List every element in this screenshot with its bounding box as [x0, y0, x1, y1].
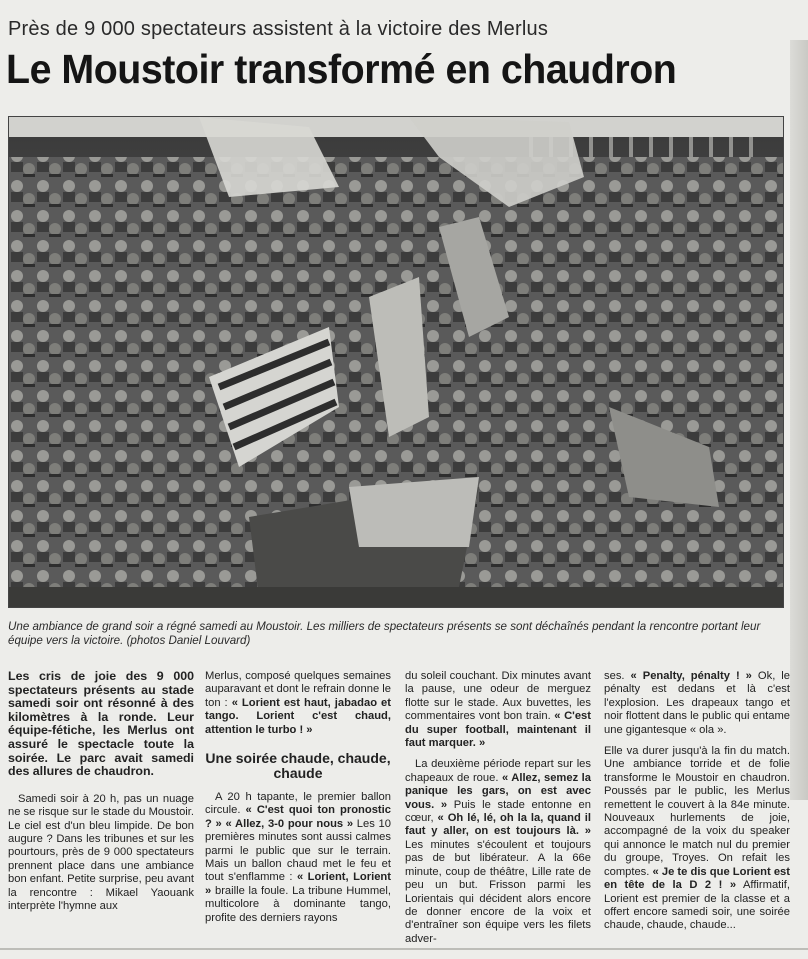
body-text: Puis le stade entonne en cœur,	[405, 798, 592, 825]
column-4	[604, 670, 790, 941]
quote-text: « Penalty, pénalty ! »	[630, 670, 752, 682]
body-paragraph	[604, 745, 790, 933]
body-paragraph	[205, 670, 391, 737]
article-headline: Le Moustoir transformé en chaudron	[6, 46, 677, 92]
body-text: Affirmatif, Lorient est premier de la classe et a offert encore samedi soir, une soirée chaude, chaude, chaude...	[604, 879, 790, 932]
body-text: A 20 h tapante, le premier ballon circule.	[205, 791, 391, 817]
column-1	[8, 670, 194, 921]
quote-text: « C'est quoi ton pronostic ? » « Allez, 3-0 pour nous »	[205, 804, 391, 830]
body-paragraph	[205, 791, 391, 925]
body-text: braille la foule. La tribune Hummel, multicolore à dominante tango, profite des derniers rayons	[205, 884, 391, 924]
body-text: ses.	[604, 670, 631, 682]
lead-paragraph: Les cris de joie des 9 000 spectateurs présents au stade samedi soir ont résonné à des kilomètres à la ronde. Leur équipe-fétiche, les Merlus ont assuré le spectacle toute la soirée. Le parc avait samedi des allures de chaudron.	[8, 669, 194, 779]
body-text: Les minutes s'écoulent et toujours pas de but libérateur. A la 66e minute, coup de théâtre, Lille rate de peu un but. Frisson parmi les Lorientais qui décident alors encore de donner encore de la voix et d'entraîner son équipe vers les filets adver-	[405, 838, 591, 945]
body-paragraph	[405, 758, 591, 946]
quote-text: « Oh lé, lé, oh la la, quand il faut y aller, on est toujours là. »	[405, 812, 591, 838]
adjacent-page-edge	[790, 40, 808, 800]
quote-text: « C'est du super football, maintenant il faut marquer. »	[405, 710, 591, 750]
section-subhead: Une soirée chaude, chaude, chaude	[205, 750, 391, 782]
column-3	[405, 670, 591, 954]
quote-text: « Allez, semez la panique les gars, on est avec vous. »	[405, 771, 591, 811]
crowd-photo	[8, 116, 784, 608]
quote-text: « Je te dis que Lorient est en tête de la D 2 ! »	[604, 865, 790, 892]
article-kicker: Près de 9 000 spectateurs assistent à la victoire des Merlus	[8, 18, 549, 40]
bottom-rule	[0, 948, 808, 950]
photo-caption: Une ambiance de grand soir a régné samedi au Moustoir. Les milliers de spectateurs présents se sont déchaînés pendant la rencontre portant leur équipe vers la victoire. (photos Daniel Louvard)	[8, 620, 761, 647]
body-paragraph	[604, 670, 790, 737]
crowd-photo-illustration	[9, 117, 783, 607]
body-paragraph: Samedi soir à 20 h, pas un nuage ne se risque sur le stade du Moustoir. Le ciel est d'un bleu limpide. De bon augure ? Dans les tribunes et sur les pourtours, près de 9 000 spectateurs prennent place dans une ambiance bon enfant. Petite surprise, peu avant la rencontre : Mikael Yaouank interprète l'hymne aux	[8, 792, 194, 912]
body-text: La deuxième période repart sur les chapeaux de roue.	[405, 758, 591, 784]
quote-text: « Lorient est haut, jabadao et tango. Lorient c'est chaud, attention le turbo ! »	[205, 696, 391, 736]
body-text: Elle va durer jusqu'à la fin du match. Une ambiance torride et de folie transforme le Moustoir en chaudron. Poussés par le public, les Merlus remettent le couvert à la 84e minute. Nouveaux hurlements de joie, accompagné de la voix du speaker qui annonce le match nul du premier du groupe, Troyes. On refait les comptes.	[604, 745, 790, 878]
body-text: du soleil couchant. Dix minutes avant la pause, une odeur de merguez flotte sur le stade. Aux buvettes, les commentaires vont bon train.	[405, 670, 591, 723]
body-text: Ok, le pénalty est dedans et là c'est l'explosion. Les drapeaux tango et noir flottent dans le public qui entame une gigantesque « ola ».	[604, 670, 791, 736]
body-paragraph	[405, 670, 591, 750]
column-2	[205, 670, 391, 933]
quote-text: « Lorient, Lorient »	[205, 871, 391, 897]
body-text: Les 10 premières minutes sont aussi calmes parmi le public que sur le terrain. Mais un ballon chaud met le feu et tout s'enflamme :	[205, 817, 391, 884]
body-text: Merlus, composé quelques semaines auparavant et dont le refrain donne le ton :	[205, 670, 391, 709]
